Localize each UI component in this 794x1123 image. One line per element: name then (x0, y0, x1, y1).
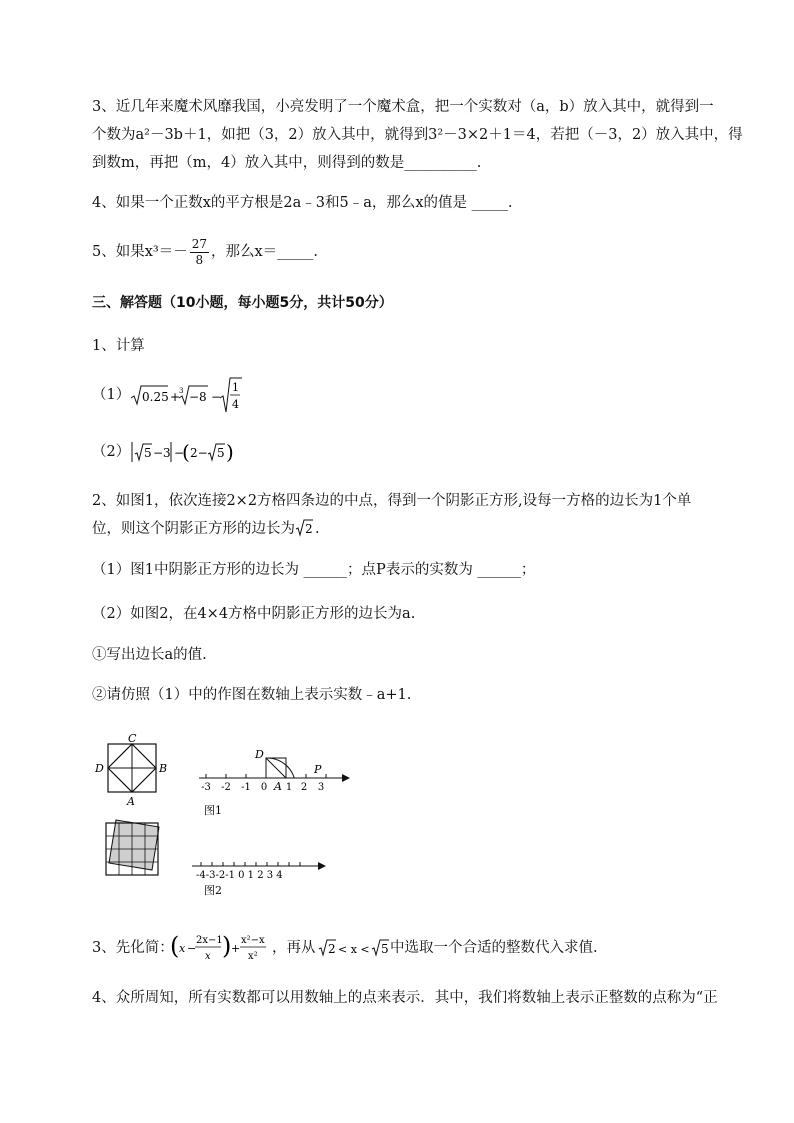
p3-r1: 2 (328, 942, 336, 956)
figures (92, 728, 392, 897)
q3-line-2: 个数为a²－3b＋1，如把（3，2）放入其中，就得到3²－3×2＋1＝4，若把（－3，2）放入其中，得 (92, 127, 743, 143)
p2-line-2 (92, 517, 320, 539)
p4-line: 4、众所周知，所有实数都可以用数轴上的点来表示．其中，我们将数轴上表示正整数的点称为“正 (92, 990, 718, 1006)
p1-sub2-m3: −3 (153, 446, 171, 460)
fig1-label-c: C (128, 732, 137, 745)
paren-left: ( (170, 932, 180, 960)
p1-sub1-num: 1 (232, 381, 239, 394)
fig2-arrow (318, 862, 326, 870)
p2-part-1: （1）图1中阴影正方形的边长为 ______；点P表示的实数为 ______； (92, 562, 536, 578)
p1-title: 1、计算 (92, 338, 145, 354)
p3-minus: − (187, 942, 197, 955)
p1-sub2-r1: 5 (144, 446, 152, 460)
fig2-shaded-square (109, 820, 159, 870)
p3-lead: 3、先化简： (92, 940, 174, 956)
p2-line-1: 2、如图1，依次连接2×2方格四条边的中点，得到一个阴影正方形,设每一方格的边长为1个单 (92, 493, 692, 509)
fig1-tick-label: 2 (300, 782, 308, 793)
section-heading: 三、解答题（10小题，每小题5分，共计50分） (92, 295, 393, 311)
p1-sub2-expression (128, 438, 278, 468)
p1-sub1-plus: + (170, 390, 181, 404)
p2-line-2-b: . (315, 521, 320, 537)
p1-sub1-den: 4 (232, 398, 239, 411)
p3-frac2-num: x²−x (241, 935, 265, 946)
q5-fraction (190, 237, 209, 268)
paren-right: ) (222, 932, 232, 960)
fig1-tick-label: -1 (241, 782, 251, 793)
fig1-label-b: B (159, 762, 168, 775)
p2-part-2: （2）如图2，在4×4方格中阴影正方形的边长为a. (92, 606, 416, 622)
p1-sub1-expression (128, 376, 278, 418)
q3-line-3: 到数m，再把（m，4）放入其中，则得到的数是__________. (92, 155, 482, 171)
fig1-tick-label: 3 (317, 782, 325, 793)
p2-circle-1: ①写出边长a的值. (92, 647, 207, 663)
q5-text (92, 232, 318, 272)
p1-sub2-label: （2） (92, 444, 131, 460)
fig1-arrow (342, 774, 350, 782)
p1-sub1-label: （1） (92, 387, 131, 403)
p3-r2: 5 (381, 942, 389, 956)
p3-mid: ，再从 (272, 940, 316, 956)
q5-denominator: 8 (195, 252, 204, 267)
q4-text: 4、如果一个正数x的平方根是2a﹣3和5﹣a，那么x的值是 _____. (92, 195, 513, 211)
fig1-tick-label: -2 (221, 782, 231, 793)
p3-frac1-num: 2x−1 (196, 935, 223, 946)
fig1-label-d2: D (255, 748, 264, 761)
fig1-tick-label: 1 (285, 782, 293, 793)
fig2-ticks (201, 862, 300, 866)
p1-sub2-minus: − (174, 446, 185, 460)
fig1-tick-label: 0 (260, 782, 268, 793)
p2-circle-2: ②请仿照（1）中的作图在数轴上表示实数﹣a+1. (92, 687, 412, 703)
q5-suffix: ，那么x＝_____. (211, 244, 319, 260)
paren-left: ( (182, 440, 190, 464)
fig2-caption: 图2 (204, 884, 222, 897)
fig2-tick-labels: -4-3-2-1 0 1 2 3 4 (196, 870, 283, 881)
q3-line-1: 3、近几年来魔术风靡我国，小亮发明了一个魔术盒，把一个实数对（a，b）放入其中，就得到一 (92, 99, 714, 115)
fig1-label-p: P (314, 763, 322, 776)
p3-lt: < x < (338, 943, 370, 956)
sqrt-two-symbol (295, 517, 315, 537)
p3-plus: + (231, 942, 241, 955)
p3-x: x (179, 942, 186, 955)
p2-line-2-a: 位，则这个阴影正方形的边长为 (92, 521, 295, 537)
fig1-tick-label: -3 (201, 782, 211, 793)
fig1-label-a: A (127, 795, 135, 808)
p1-sub1-a: 0.25 (142, 390, 169, 404)
fig1-grid (108, 744, 156, 792)
p1-sub1-minus: − (211, 390, 222, 404)
p1-sub2-r2: 5 (217, 446, 225, 460)
p1-sub1-b: −8 (189, 390, 207, 404)
p3-frac1-den: x (205, 951, 211, 962)
fig1-label-a2: A (274, 780, 282, 793)
p3-end: 中选取一个合适的整数代入求值. (390, 940, 598, 956)
paren-right: ) (226, 440, 234, 464)
sqrt-radicand: 2 (305, 522, 313, 536)
p1-sub2-two: 2− (190, 446, 208, 460)
fig1-diagonal (266, 758, 286, 778)
fig1-arc (266, 758, 294, 778)
fig2-grid (106, 820, 159, 875)
fig1-caption: 图1 (204, 804, 222, 817)
q5-numerator: 27 (191, 236, 207, 251)
p3-frac2-den: x² (248, 951, 258, 962)
q5-prefix: 5、如果x³＝－ (92, 244, 188, 260)
p1-sub1-index: 3 (179, 387, 184, 395)
fig1-label-d: D (95, 762, 104, 775)
